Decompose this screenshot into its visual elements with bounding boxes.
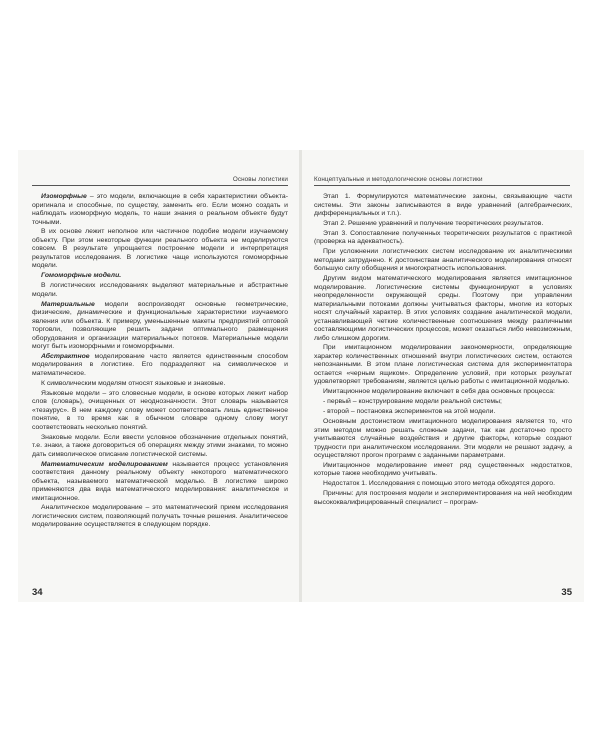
paragraph [32,301,288,352]
paragraph-text: моделирование часто является единственным способом моделирования в логистике. Его подразделяют на символическое и математическое. [32,352,288,377]
book-spread [18,150,584,602]
paragraph: Этап 1. Формулируются математические законы, связывающие части системы. Эти законы записываются в виде уравнений (алгебраических, дифференциальных и т.п.). [314,193,572,217]
left-page [18,150,300,602]
paragraph: Имитационное моделирование имеет ряд существенных недостатков, которые также необходимо учитывать. [314,461,572,478]
paragraph: Причины: для построения модели и экспериментирования на ней необходим высококвалифицированный специалист – програм- [314,490,572,506]
paragraph [32,353,288,379]
paragraph-text: К символическим моделям относят языковые и знаковые. [41,379,226,387]
paragraph-text: Знаковые модели. Если ввести условное обозначение отдельных понятий, т.е. знаки, а также договориться об операциях между этими знаками, то можно дать символическое описание логистической системы. [32,433,288,458]
paragraph-term: Гомоморфные модели. [41,272,122,280]
paragraph-text: Языковые модели – это словесные модели, в основе которых лежит набор слов (словарь), очищенных от неоднозначности. Этот словарь называется «тезаурус». В нем каждому слову может соответствовать лишь единственное понятие, в то время как в обычном словаре одному слову могут соответствовать несколько понятий. [32,389,288,431]
paragraph-text: – это модели, включающие в себя характеристики объекта-оригинала и способные, по существу, заменить его. Если можно создать и наблюдать изоморфную модель, то наши знания о реальном объекте будут точными. [32,193,288,226]
paragraph-term: Математическим моделированием [41,460,168,468]
left-page-body [32,193,288,531]
paragraph: Этап 3. Сопоставление полученных теоретических результатов с практикой (проверка на адекватность). [314,229,572,246]
paragraph-term: Материальные [41,300,95,308]
paragraph [32,390,288,433]
paragraph [32,380,288,389]
paragraph: - второй – постановка экспериментов на этой модели. [323,408,496,416]
paragraph [32,228,288,271]
paragraph-text: называется процесс установления соответствия данному реальному объекту некоторого математического объекта, называемого математической моделью. В логистике широко применяются два вида математического моделирования: аналитическое и имитационное. [32,460,288,502]
running-header-left: Основы логистики [232,176,288,183]
paragraph [32,434,288,460]
paragraph-text: В их основе лежит неполное или частичное подобие модели изучаемому объекту. При этом некоторые функции реального объекта не моделируются совсем. В результате упрощается построение модели и интерпретация результатов исследования. В логистике чаще используются гомоморфные модели. [32,228,288,270]
header-rule-left [32,185,288,186]
paragraph: - первый – конструирование модели реальной системы; [323,398,502,406]
running-header-right: Концептуальные и методологические основы логистики [314,176,483,183]
paragraph: При усложнении логистических систем исследование их аналитическими методами затруднено. К достоинствам аналитического моделирования относят большую силу обобщения и многократность использования. [314,248,572,273]
paragraph-text: В логистических исследованиях выделяют материальные и абстрактные модели. [32,282,288,298]
paragraph: Этап 2. Решение уравнений и получение теоретических результатов. [323,219,544,227]
paragraph [32,272,288,281]
paragraph-term: Изоморфные [41,193,87,200]
paragraph [32,282,288,299]
page-number-right: 35 [561,587,572,598]
paragraph-text: Аналитическое моделирование – это математический прием исследования логистических систем, позволяющий получать точные решения. Аналитическое моделирование осуществляется в следующем порядке. [32,504,288,529]
right-page-body [314,193,572,509]
paragraph: Другим видом математического моделирования является имитационное моделирование. Логистические системы функционируют в условиях неопределенности окружающей среды. Поэтому при управлении материальными потоками должны учитываться факторы, многие из которых носят случайный характер. В этих условиях создание аналитической модели, устанавливающей четкие количественные соотношения между различными составляющими логистических процессов, может оказаться либо невозможным, либо слишком дорогим. [314,275,572,342]
paragraph [32,461,288,504]
paragraph [32,504,288,530]
paragraph-text: модели воспроизводят основные геометрические, физические, динамические и функциональные характеристики изучаемого явления или объекта. К примеру, уменьшенные макеты предприятий оптовой торговли, позволяющие решить задачи оптимального размещения оборудования и организации материальных потоков. Материальные модели могут быть изоморфными и гомоморфными. [32,300,288,351]
header-rule-right [314,185,570,186]
paragraph-term: Абстрактное [41,352,90,360]
right-page [302,150,584,602]
paragraph: Недостаток 1. Исследования с помощью этого метода обходятся дорого. [323,480,555,488]
page-number-left: 34 [32,587,43,598]
paragraph: При имитационном моделировании закономерности, определяющие характер количественных отношений внутри логистических систем, остаются непознанными. В этом плане логистическая система для экспериментатора остается «черным ящиком». Определение условий, при которых результат удовлетворяет требованиям, является целью работы с имитационной моделью. [314,344,572,386]
paragraph: Основным достоинством имитационного моделирования является то, что этим методом можно решать сложные задачи, так как достаточно просто учитываются случайные воздействия и другие факторы, которые создают трудности при аналитическом исследовании. Эти модели не решают задачу, а осуществляют прогон программ с заданными параметрами. [314,418,572,460]
paragraph: Имитационное моделирование включает в себя два основных процесса: [323,388,555,396]
paragraph [32,193,288,227]
